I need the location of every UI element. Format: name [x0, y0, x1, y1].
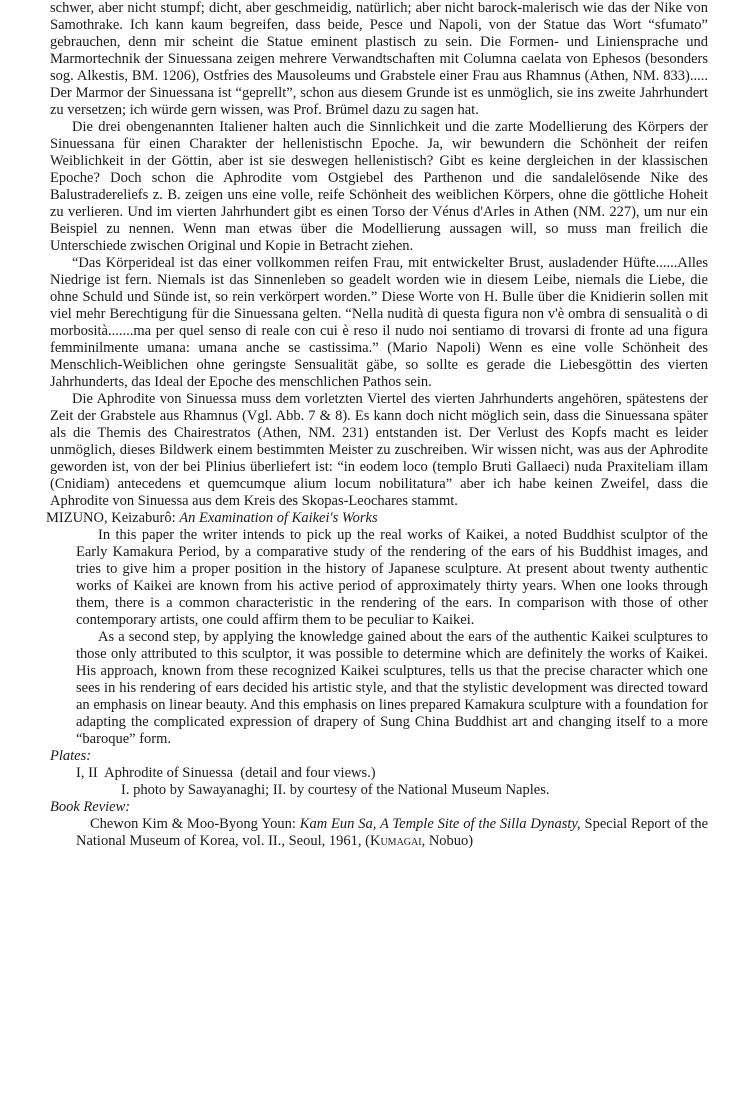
german-section [50, 0, 708, 510]
book-review-label: Book Review: [50, 799, 131, 815]
entry-author: MIZUNO, Keizaburô: [46, 510, 176, 526]
entry-heading [46, 510, 708, 527]
plates-label: Plates: [50, 748, 92, 764]
english-paragraph-1: In this paper the writer intends to pick up the real works of Kaikei, a noted Buddhist sculptor of the Early Kamakura Period, by a comparative study of the rendering of the ears of his Buddhist images, and tries to give him a proper position in the history of Japanese sculpture. At present about twenty authentic works of Kaikei are known from his active period of approximately thirty years. When one looks through them, there is a common characteristic in the rendering of the ears. In comparison with those of other contemporary artists, one could affirm them to be peculiar to Kaikei. [76, 527, 708, 628]
review-reviewer-firstname: Nobuo) [428, 833, 474, 849]
german-paragraph-4: Die Aphrodite von Sinuessa muss dem vorletzten Viertel des vierten Jahrhunderts angehören, spätestens der Zeit der Grabstele aus Rhamnus (Vgl. Abb. 7 & 8). Es kann doch nicht möglich sein, dass die Sinuessana später als die Themis des Chairestratos (Athen, NM. 231) entstanden ist. Der Verlust des Kopfs macht es leider unmöglich, dieses Bildwerk einem bestimmten Meister zu zuschreiben. Wir wissen nicht, was aus der Aphrodite geworden ist, von der bei Plinius überliefert ist: “in eodem loco (templo Bruti Gallaeci) nuda Praxiteliam illam (Cnidiam) antecedens et quemcumque alium locum nobilitatura” aber ich habe keinen Zweifel, dass die Aphrodite von Sinuessa aus dem Kreis des Skopas-Leochares stammt. [50, 391, 708, 509]
entry-title: An Examination of Kaikei's Works [179, 510, 378, 526]
plates-section [50, 765, 708, 799]
book-review-entry [76, 816, 708, 850]
german-paragraph-3: “Das Körperideal ist das einer vollkommen reifen Frau, mit entwickelter Brust, ausladender Hüfte......Alles Niedrige ist fern. Niemals ist das Sinnenleben so geadelt worden wie in diesem Leibe, niemals die Liebe, die ohne Schuld und Sünde ist, so rein verkörpert worden.” Diese Worte von H. Bulle über die Knidierin sollen mit viel mehr Berechtigung für die Sinuessana gelten. “Nella nudità di questa figura non v'è ombra di sensualità o di morbosità.......ma per quel senso di reale con cui è reso il nudo noi sentiamo di trovarsi di fronte ad una figura femminilmente umana: umana anche se castissima.” (Mario Napoli) Wenn es eine volle Schönheit des Menschlich-Weiblichen ohne geringste Sensualität gäbe, so sollte es gerade die Liebesgöttin des vierten Jahrhunderts, das Ideal der Epoche des menschlichen Pathos sein. [50, 255, 708, 390]
english-summary [76, 527, 708, 748]
plates-line: I, II Aphrodite of Sinuessa (detail and four views.) [76, 765, 376, 781]
review-details: Special Report of the National Museum of Korea, vol. II., Seoul, 1961, ( [76, 816, 709, 849]
review-authors: Chewon Kim & Moo-Byong Youn: [90, 816, 296, 832]
german-paragraph-2: Die drei obengenannten Italiener halten auch die Sinnlichkeit und die zarte Modellierung des Körpers der Sinuessana für einen Charakter der hellenistischn Epoche. Ja, wir bewundern die Schönheit der reifen Weiblichkeit in der Göttin, aber ist sie deswegen hellenistisch? Gibt es keine dergleichen in der klassischen Epoche? Doch schon die Aphrodite vom Ostgiebel des Parthenon und die sandalelösende Nike des Balustradereliefs z. B. zeigen uns eine volle, reife Schönheit des weiblichen Körpers, ohne die göttliche Hoheit zu verlieren. Und im vierten Jahrhundert gibt es einen Torso der Vénus d'Arles in Athen (NM. 227), um nur ein Beispiel zu nennen. Wenn man etwas über die Modellierung aussagen will, so muss man freilich die Unterschiede zwischen Original und Kopie in Betracht ziehen. [50, 119, 708, 254]
plates-credit: I. photo by Sawayanaghi; II. by courtesy of the National Museum Naples. [121, 782, 550, 798]
review-reviewer-surname: Kumagai, [369, 833, 426, 849]
english-paragraph-2: As a second step, by applying the knowledge gained about the ears of the authentic Kaikei sculptures to those only attributed to this sculptor, it was possible to determine which are definitely the works of Kaikei. His approach, known from these recognized Kaikei sculptures, tells us that the precise character which one sees in his rendering of ears decided his artistic style, and that the stylistic development was directed toward an emphasis on linear beauty. And this emphasis on lines prepared Kamakura sculpture with a foundation for adapting the complicated expression of drapery of Sung China Buddhist art and changing itself to a more “baroque” form. [76, 629, 708, 747]
page-content [46, 0, 709, 850]
review-book-title: Kam Eun Sa, A Temple Site of the Silla Dynasty, [299, 816, 581, 832]
book-review-section [76, 816, 708, 850]
german-paragraph-1: schwer, aber nicht stumpf; dicht, aber geschmeidig, natürlich; aber nicht barock-malerisch wie das der Nike von Samothrake. Ich kann kaum begreifen, dass beide, Pesce und Napoli, von der Statue das Wort “sfumato” gebrauchen, denn mir scheint die Statue eminent plastisch zu sein. Die Formen- und Liniensprache und Marmortechnik der Sinuessana zeigen mehrere Verwandtschaften mit Columna caelata von Ephesos (besonders sog. Alkestis, BM. 1206), Ostfries des Mausoleums und Grabstele einer Frau aus Rhamnus (Athen, NM. 833)..... Der Marmor der Sinuessana ist “geprellt”, schon aus diesem Grunde ist es unmöglich, sie ins zweite Jahrhundert zu versetzen; ich würde gern wissen, was Prof. Brümel dazu zu sagen hat. [50, 0, 708, 118]
